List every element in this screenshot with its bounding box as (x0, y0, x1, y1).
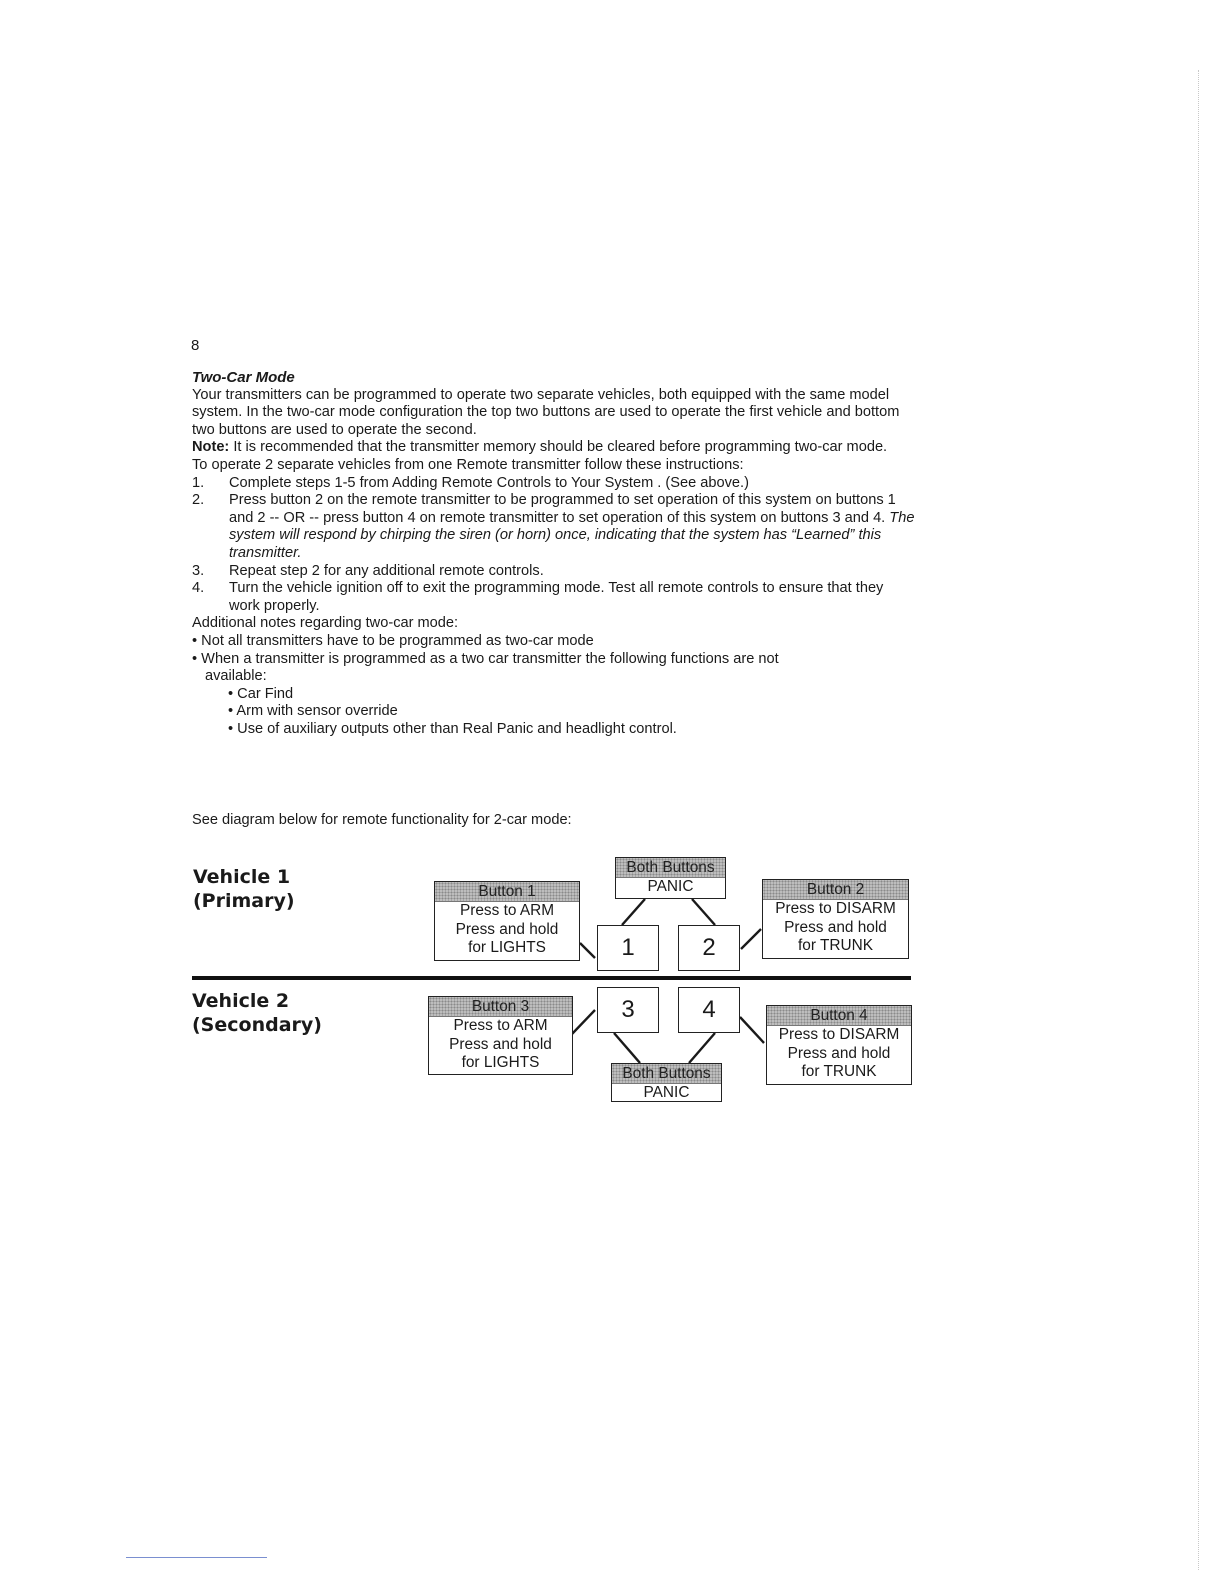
vehicle2-title: Vehicle 2 (192, 990, 290, 1012)
step-number: 1. (192, 474, 205, 491)
key-1: 1 (597, 925, 659, 971)
panic-top-box (615, 857, 726, 899)
sub-bullet-item: • Car Find (228, 685, 294, 702)
key-2: 2 (678, 925, 740, 971)
button1-line: Press and hold (455, 920, 559, 938)
button3-line: for LIGHTS (461, 1054, 540, 1071)
see-diagram-text: See diagram below for remote functionality for 2-car mode: (192, 812, 572, 828)
additional-notes-heading: Additional notes regarding two-car mode: (192, 615, 459, 632)
bullet-item: • When a transmitter is programmed as a two car transmitter the following functions are not (192, 650, 779, 667)
section-title: Two-Car Mode (192, 369, 295, 386)
key-4: 4 (678, 987, 740, 1033)
connector-button4-to-key4 (740, 1017, 764, 1043)
button4-header: Button 4 (767, 1006, 911, 1026)
button3-box (428, 996, 573, 1075)
page-number: 8 (191, 337, 200, 354)
bullet-continuation: available: (205, 668, 267, 685)
step-number: 3. (192, 562, 205, 579)
button3-header: Button 3 (429, 997, 572, 1017)
button1-box (434, 881, 580, 961)
vehicle1-title: Vehicle 1 (193, 866, 291, 888)
step-text-italic: The system will respond by chirping the siren (or horn) once, indicating that the system has “Learned” this transmitter. (229, 509, 915, 561)
intro-paragraph: Your transmitters can be programmed to operate two separate vehicles, both equipped with the same model system. In the two-car mode configuration the top two buttons are used to operate the first vehicle and bottom two buttons are used to operate the second. (192, 386, 900, 438)
sub-bullet-item: • Arm with sensor override (228, 703, 398, 720)
step-text: Repeat step 2 for any additional remote controls. (229, 562, 544, 579)
connector-panic-top-to-key1 (622, 899, 645, 925)
button4-line: Press to DISARM (778, 1026, 900, 1043)
panic-bottom-header: Both Buttons (612, 1064, 721, 1084)
button3-line: Press to ARM (453, 1017, 548, 1034)
key-3: 3 (597, 987, 659, 1033)
button1-line: for LIGHTS (468, 939, 546, 956)
connector-button3-to-key3 (572, 1010, 595, 1034)
step-number: 2. (192, 492, 205, 509)
vehicle2-subtitle: (Secondary) (192, 1014, 322, 1036)
panic-bottom-body: PANIC (643, 1084, 690, 1101)
connector-button2-to-key2 (741, 929, 761, 949)
step-number: 4. (192, 580, 205, 597)
footer-rule (126, 1557, 267, 1558)
vehicle1-subtitle: (Primary) (193, 890, 295, 912)
panic-top-header: Both Buttons (616, 858, 725, 878)
note-text: It is recommended that the transmitter memory should be cleared before programming two-car mode. (229, 439, 888, 456)
step-text: Turn the vehicle ignition off to exit the programming mode. Test all remote controls to ensure that they work properly. (229, 580, 884, 614)
button4-box (766, 1005, 912, 1085)
button1-header: Button 1 (435, 882, 579, 902)
connector-key3-to-panic-bottom (614, 1033, 640, 1063)
button4-line: for TRUNK (801, 1063, 877, 1080)
sub-bullet-item: • Use of auxiliary outputs other than Real Panic and headlight control. (228, 720, 677, 737)
button1-line: Press to ARM (459, 902, 555, 919)
button2-box (762, 879, 909, 959)
note-label: Note: (192, 439, 230, 456)
panic-bottom-box (611, 1063, 722, 1102)
button2-line: Press and hold (784, 918, 887, 936)
connector-panic-top-to-key2 (692, 899, 715, 925)
button4-line: Press and hold (787, 1044, 891, 1062)
instructions-intro: To operate 2 separate vehicles from one Remote transmitter follow these instructions: (192, 456, 744, 473)
button3-line: Press and hold (449, 1035, 552, 1053)
step-text: Complete steps 1-5 from Adding Remote Controls to Your System . (See above.) (229, 474, 749, 491)
button2-line: for TRUNK (798, 937, 873, 954)
step-text: Press button 2 on the remote transmitter to be programmed to set operation of this system on buttons 1 and 2 -- OR -- press button 4 on remote transmitter to set operation of this system on buttons 3 and 4. (229, 492, 896, 526)
bullet-item: • Not all transmitters have to be programmed as two-car mode (192, 632, 594, 649)
connector-button1-to-key1 (580, 943, 595, 958)
button2-header: Button 2 (763, 880, 908, 900)
panic-top-body: PANIC (647, 878, 694, 895)
connector-key4-to-panic-bottom (689, 1033, 715, 1063)
button2-line: Press to DISARM (775, 900, 896, 917)
